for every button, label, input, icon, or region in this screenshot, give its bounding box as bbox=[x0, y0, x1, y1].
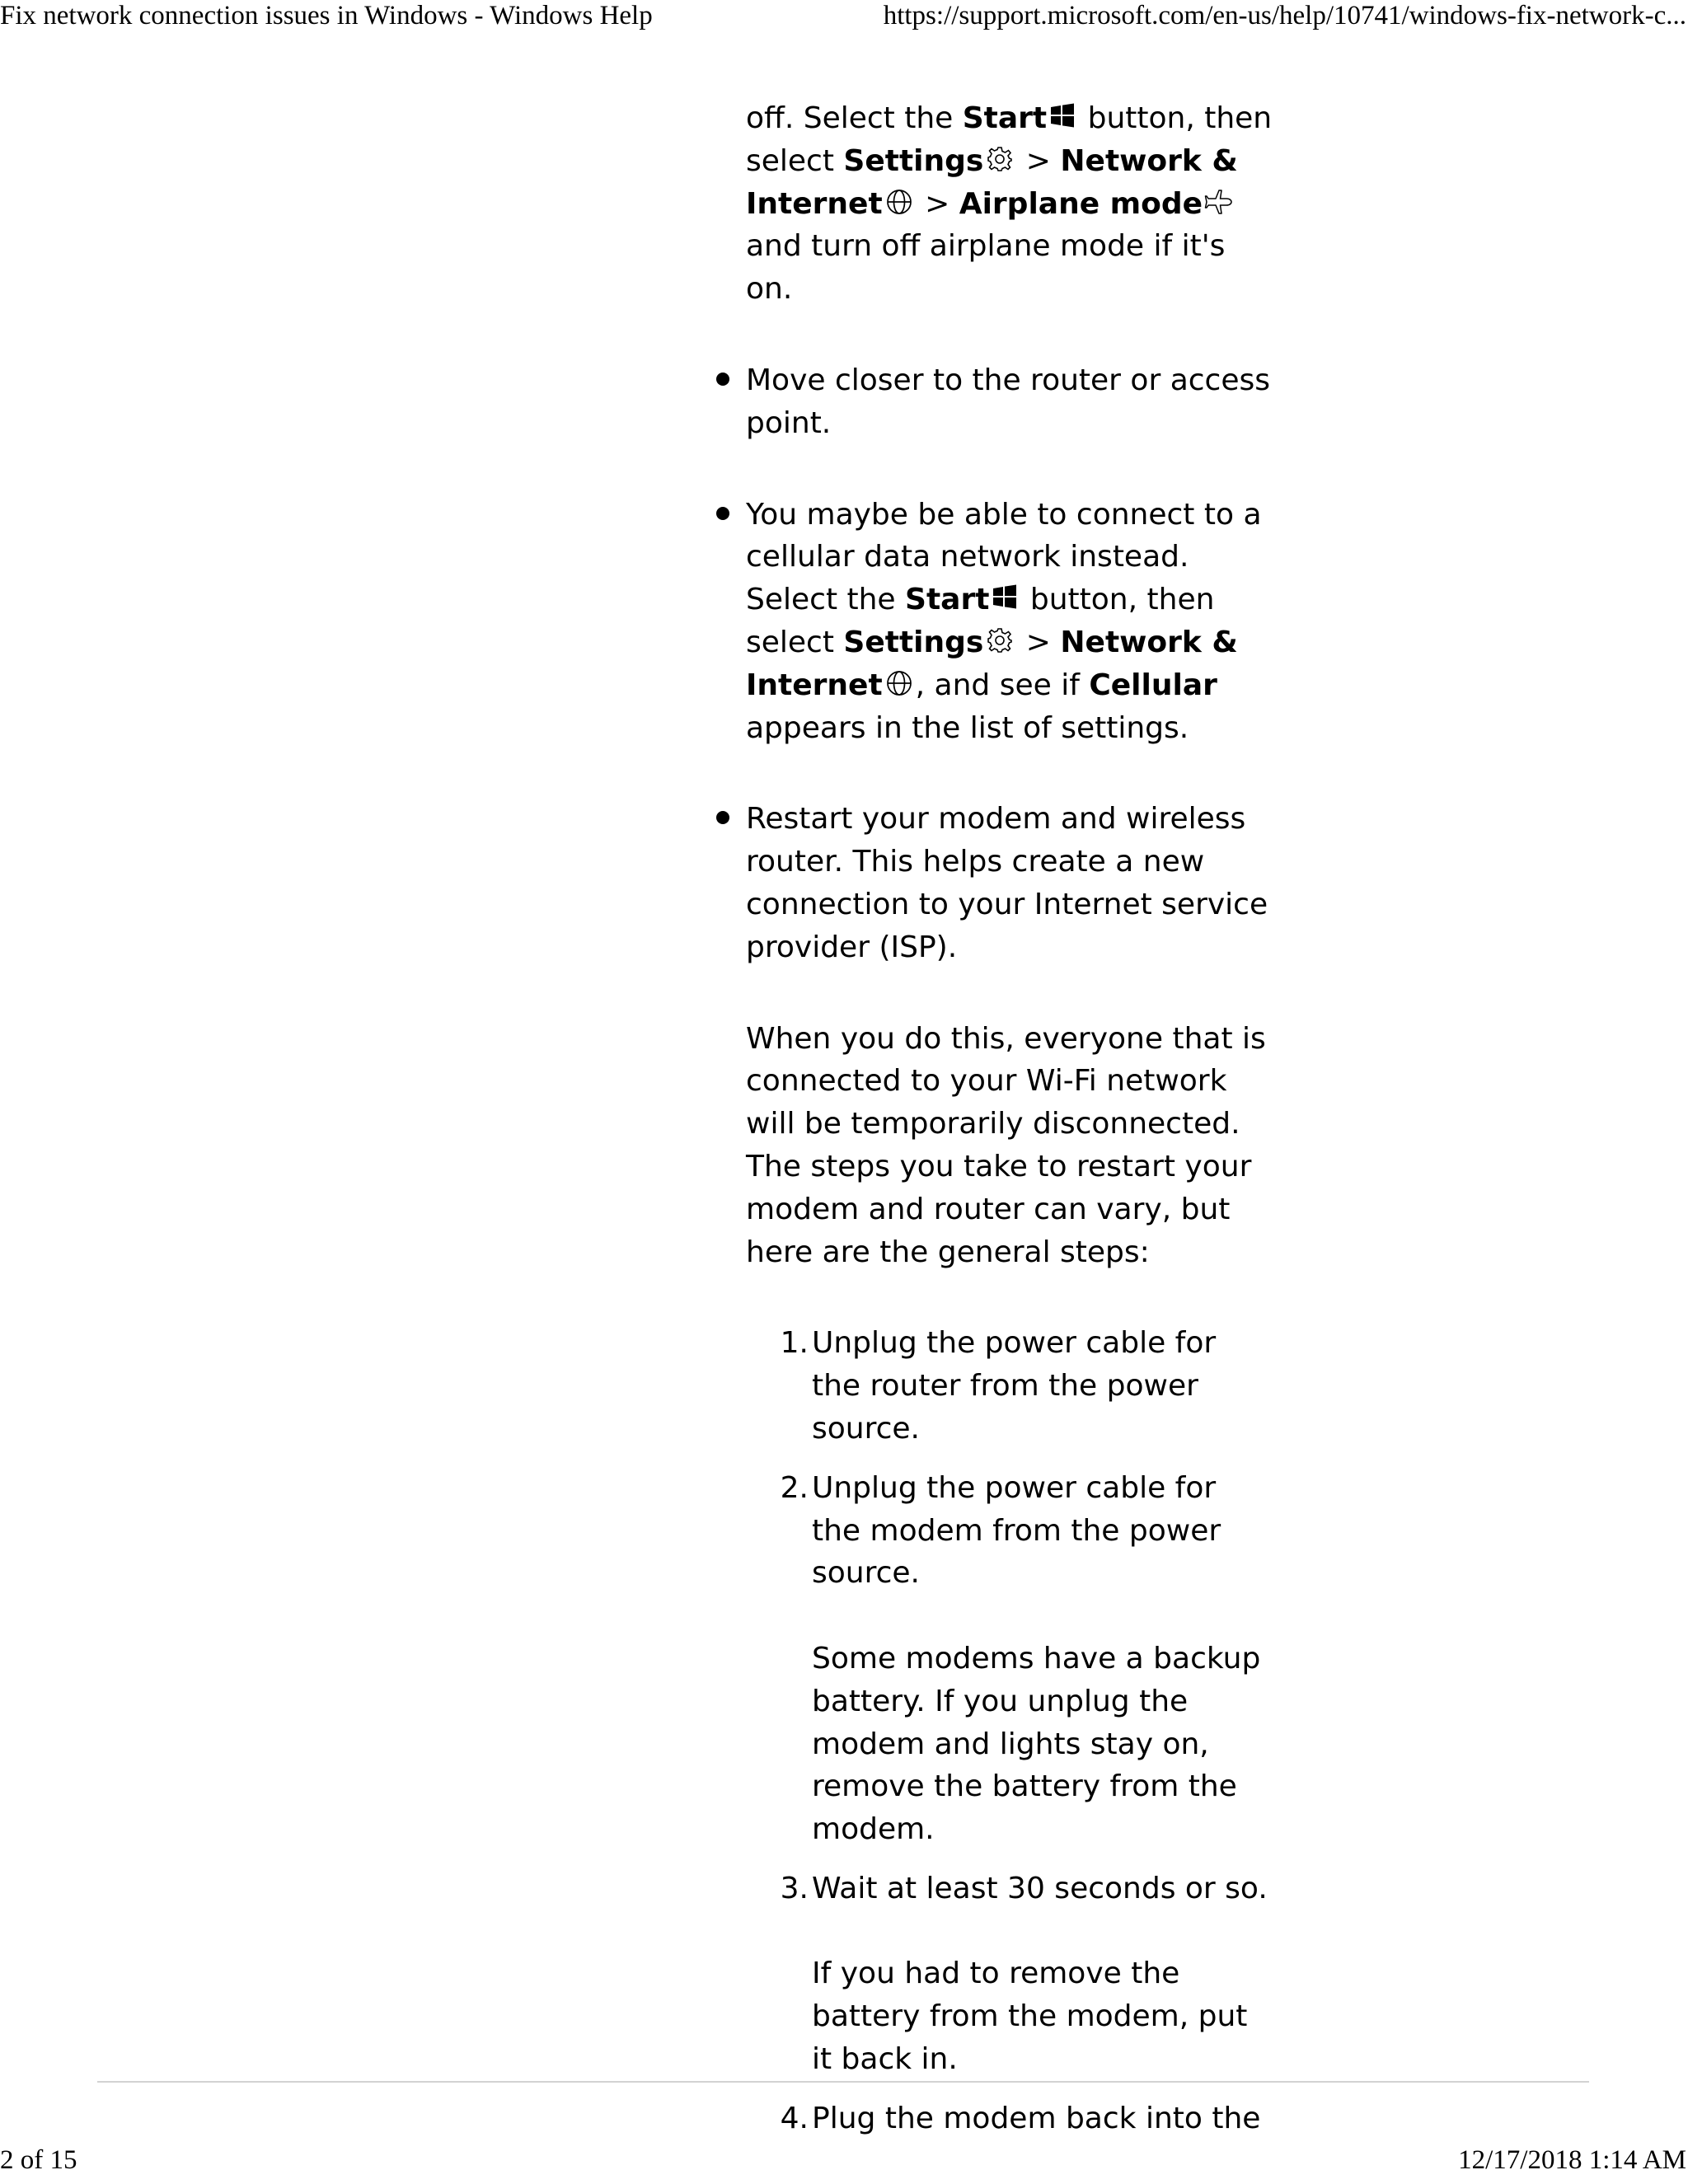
step-number: 1. bbox=[780, 1326, 809, 1361]
step-number: 4. bbox=[780, 2101, 809, 2135]
globe-icon bbox=[884, 187, 914, 217]
windows-logo-icon bbox=[991, 583, 1019, 611]
network-internet-label: Network & Internet bbox=[746, 625, 1238, 702]
step-text: Unplug the power cable for the modem from the power source. bbox=[812, 1470, 1221, 1591]
settings-label: Settings bbox=[843, 625, 984, 659]
troubleshoot-list bbox=[746, 97, 1273, 2140]
airplane-mode-label: Airplane mode bbox=[959, 186, 1203, 221]
footer-divider bbox=[97, 2081, 1589, 2083]
start-label: Start bbox=[962, 101, 1048, 135]
step-text: Plug the modem back into the bbox=[812, 2101, 1261, 2135]
list-item-airplane-mode bbox=[746, 97, 1273, 311]
bullet-icon bbox=[716, 507, 729, 520]
list-item-restart bbox=[746, 798, 1273, 2139]
bullet-icon bbox=[716, 373, 729, 386]
step-item bbox=[780, 1467, 1273, 1851]
print-datetime: 12/17/2018 1:14 AM bbox=[1458, 2145, 1686, 2175]
print-footer bbox=[0, 2144, 1688, 2177]
print-header bbox=[0, 0, 1688, 33]
bullet-icon bbox=[716, 811, 729, 824]
start-label: Start bbox=[905, 583, 990, 617]
network-internet-label: Network & Internet bbox=[746, 143, 1238, 221]
cellular-label: Cellular bbox=[1089, 668, 1217, 702]
step-item bbox=[780, 1322, 1273, 1450]
restart-steps-list bbox=[746, 1322, 1273, 2139]
step-note: Some modems have a backup battery. If you unplug the modem and lights stay on, remove the battery from the modem. bbox=[812, 1641, 1261, 1847]
page-url: https://support.microsoft.com/en-us/help/10741/windows-fix-network-c... bbox=[883, 1, 1686, 30]
cellular-text: You maybe be able to connect to a cellular data network instead. Select the Start button, then select Settings > Network & Internet , and see if Cellular appears in the list of settings. bbox=[746, 497, 1262, 745]
list-item-move-closer bbox=[746, 359, 1273, 445]
step-note: If you had to remove the battery from the modem, put it back in. bbox=[812, 1957, 1248, 2077]
windows-logo-icon bbox=[1048, 101, 1076, 129]
restart-note: When you do this, everyone that is connected to your Wi-Fi network will be temporarily disconnected. The steps you take to restart your modem and router can vary, but here are the general steps: bbox=[746, 1021, 1266, 1269]
list-item-cellular bbox=[746, 494, 1273, 750]
gear-icon bbox=[985, 626, 1015, 655]
step-item bbox=[780, 1868, 1273, 2081]
page-title: Fix network connection issues in Windows - Windows Help bbox=[0, 1, 653, 30]
step-text: Unplug the power cable for the router from the power source. bbox=[812, 1326, 1217, 1446]
globe-icon bbox=[884, 668, 914, 698]
airplane-mode-text: off. Select the Start button, then select Settings > Network & Internet > Airplane mode and turn off airplane mode if it's on. bbox=[746, 101, 1273, 307]
settings-label: Settings bbox=[843, 143, 984, 178]
article-body bbox=[746, 97, 1273, 2140]
step-number: 3. bbox=[780, 1871, 809, 1905]
airplane-icon bbox=[1204, 187, 1234, 217]
step-number: 2. bbox=[780, 1470, 809, 1505]
restart-text: Restart your modem and wireless router. This helps create a new connection to your Internet service provider (ISP). bbox=[746, 802, 1268, 964]
page-number: 2 of 15 bbox=[0, 2145, 77, 2175]
move-closer-text: Move closer to the router or access point. bbox=[746, 363, 1270, 440]
step-text: Wait at least 30 seconds or so. bbox=[812, 1871, 1268, 1905]
gear-icon bbox=[985, 144, 1015, 174]
step-item bbox=[780, 2097, 1273, 2140]
